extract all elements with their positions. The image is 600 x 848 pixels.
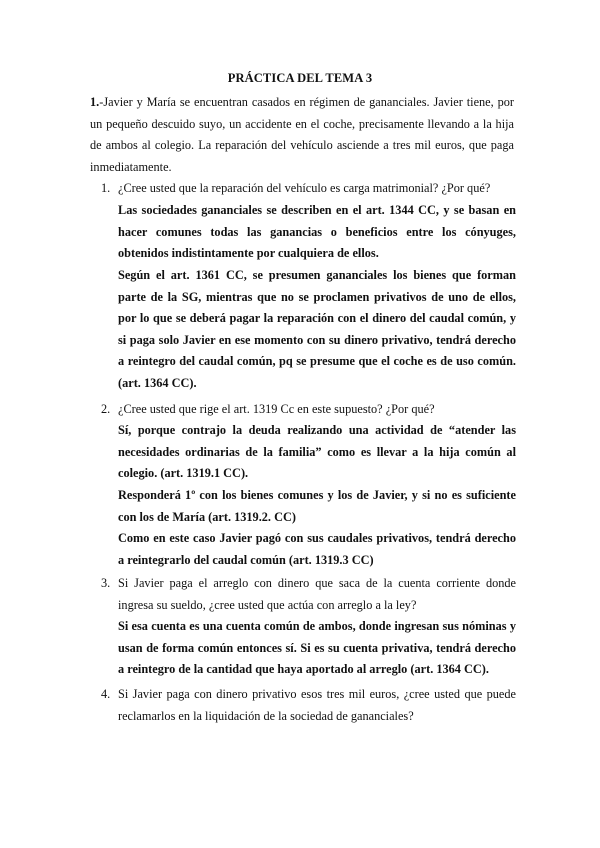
question-3-text: Si Javier paga el arreglo con dinero que saca de la cuenta corriente donde ingresa su sueldo, ¿cree usted que actúa con arreglo a la ley? <box>118 576 516 612</box>
question-3-answer-1: Si esa cuenta es una cuenta común de ambos, donde ingresan sus nóminas y usan de forma común entonces sí. Si es su cuenta privativa, tendrá derecho a reintegro de la cantidad que haya aportado al arreglo (art. 1364 CC). <box>118 619 516 677</box>
intro-text: -Javier y María se encuentran casados en régimen de gananciales. Javier tiene, por un pequeño descuido suyo, un accidente en el coche, precisamente llevando a la hija de ambos al colegio. La reparación del vehículo asciende a tres mil euros, que paga inmediatamente. <box>90 95 514 174</box>
question-4-text: Si Javier paga con dinero privativo esos tres mil euros, ¿cree usted que puede reclamarlos en la liquidación de la sociedad de gananciales? <box>118 687 516 723</box>
question-1-answer-2: Según el art. 1361 CC, se presumen gananciales los bienes que forman parte de la SG, mientras que no se proclamen privativos de uno de ellos, por lo que se deberá pagar la reparación con el dinero del caudal común, y si paga solo Javier en ese momento con su dinero privativo, tendrá derecho a reintegro del caudal común, pq se presume que el coche es de uso común. (art. 1364 CC). <box>118 268 516 390</box>
question-2-answer-3: Como en este caso Javier pagó con sus caudales privativos, tendrá derecho a reintegrarlo del caudal común (art. 1319.3 CC) <box>118 531 516 567</box>
question-1-answer-1: Las sociedades gananciales se describen en el art. 1344 CC, y se basan en hacer comunes todas las ganancias o beneficios entre los cónyuges, obtenidos indistintamente por cualquiera de ellos. <box>118 203 516 261</box>
question-1-text: ¿Cree usted que la reparación del vehículo es carga matrimonial? ¿Por qué? <box>118 181 491 195</box>
intro-paragraph <box>90 92 514 178</box>
question-2-text: ¿Cree usted que rige el art. 1319 Cc en este supuesto? ¿Por qué? <box>118 402 435 416</box>
question-2-answer-2: Responderá 1º con los bienes comunes y los de Javier, y si no es suficiente con los de María (art. 1319.2. CC) <box>118 488 516 524</box>
question-2-number: 2. <box>101 402 111 416</box>
document-title: PRÁCTICA DEL TEMA 3 <box>227 71 373 85</box>
question-2-answer-1: Sí, porque contrajo la deuda realizando una actividad de “atender las necesidades ordinarias de la familia” como es llevar a la hija común al colegio. (art. 1319.1 CC). <box>118 423 516 481</box>
question-3-number: 3. <box>101 576 111 590</box>
question-1-number: 1. <box>101 181 111 195</box>
question-4-number: 4. <box>101 687 111 701</box>
intro-number: 1. <box>90 95 100 109</box>
